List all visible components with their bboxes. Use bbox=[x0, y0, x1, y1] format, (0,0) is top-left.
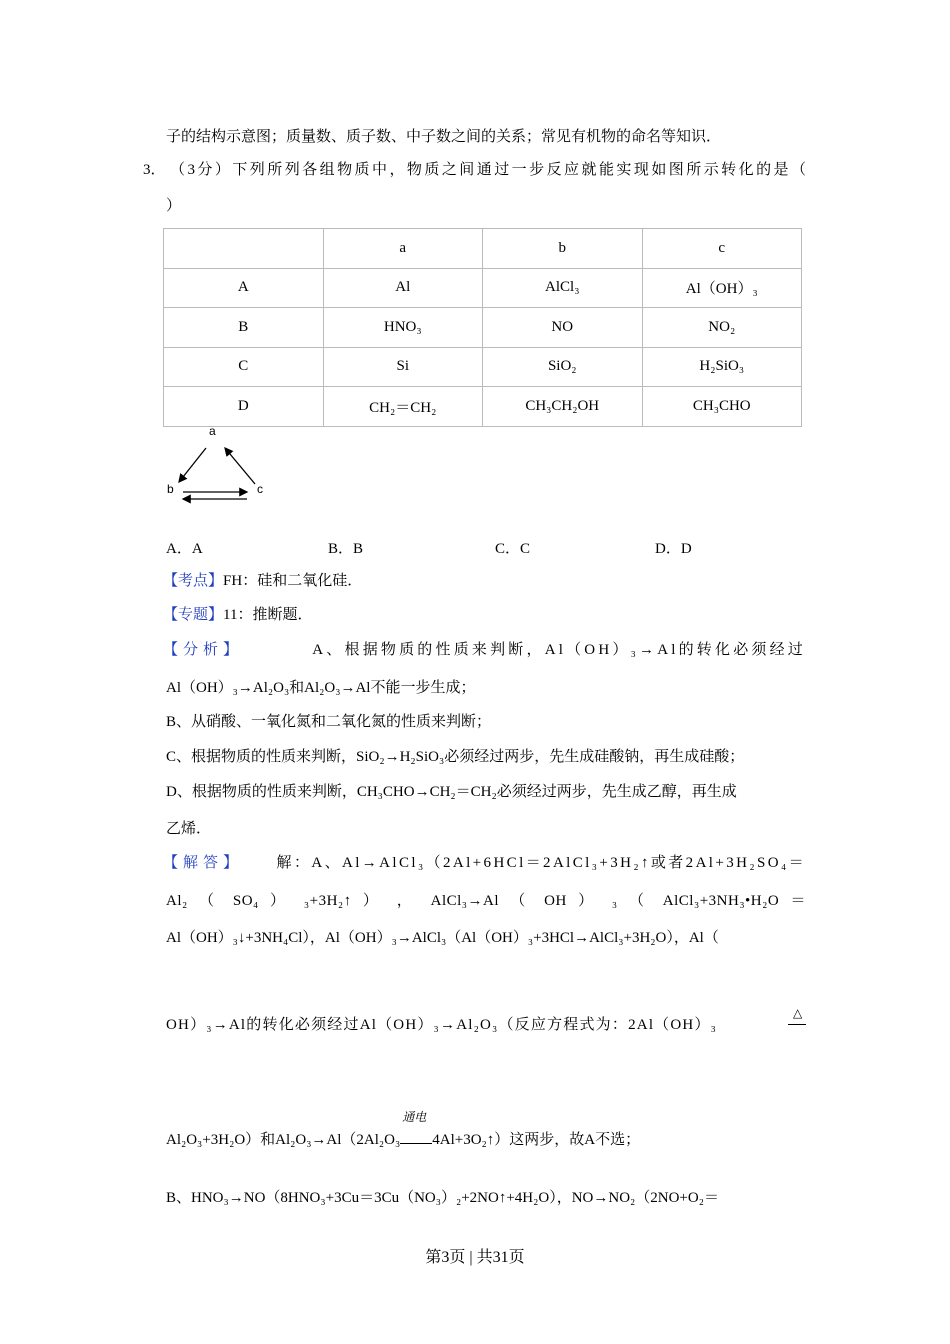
option-c[interactable]: C．C bbox=[495, 541, 531, 557]
equals-line bbox=[788, 1024, 806, 1025]
node-b: b bbox=[167, 482, 174, 496]
table-cell: A bbox=[164, 268, 324, 308]
table-cell: Al（OH）₃ bbox=[642, 268, 802, 308]
table-cell: H₂SiO₃ bbox=[642, 347, 802, 387]
option-a[interactable]: A．A bbox=[166, 541, 203, 557]
node-a: a bbox=[209, 424, 216, 438]
text-line: OH）₃→Al的转化必须经过Al（OH）₃→Al₂O₃（反应方程式为：2Al（OH）₃ bbox=[166, 1017, 718, 1033]
kaodian-text: FH：硅和二氧化硅． bbox=[223, 573, 363, 589]
arrow-c-to-a bbox=[225, 448, 255, 484]
substances-table bbox=[163, 228, 802, 427]
table-row bbox=[164, 387, 802, 427]
option-d[interactable]: D．D bbox=[655, 541, 692, 557]
text-line bbox=[166, 1110, 641, 1150]
table-row bbox=[164, 268, 802, 308]
table-cell: a bbox=[323, 229, 483, 269]
question-number: 3． bbox=[143, 162, 166, 178]
table-header-row bbox=[164, 229, 802, 269]
fenxi-line bbox=[163, 640, 806, 660]
node-c: c bbox=[257, 482, 263, 496]
conversion-diagram bbox=[163, 422, 268, 507]
text-line: Al（OH）₃↓+3NH₄Cl），Al（OH）₃→AlCl₃（Al（OH）₃+3HCl→AlCl₃+3H₂O），Al（ bbox=[166, 930, 719, 946]
zhuanti-tag: 【专题】 bbox=[163, 607, 224, 623]
table-row bbox=[164, 308, 802, 348]
option-b[interactable]: B．B bbox=[328, 541, 364, 557]
jieda-line bbox=[163, 853, 806, 873]
jieda-text: 解：A、Al→AlCl₃（2Al+6HCl＝2AlCl₃+3H₂↑或者2Al+3H₂SO₄＝ bbox=[276, 855, 806, 871]
kaodian-line bbox=[163, 571, 362, 591]
jieda-tag: 【解答】 bbox=[163, 855, 244, 871]
text-line: Al₂ （ SO₄ ） ₃+3H₂↑ ） ， AlCl₃→Al （ OH ） ₃ （ AlCl₃+3NH₃•H₂O ＝ bbox=[166, 893, 806, 909]
text-segment: Al₂O₃+3H₂O）和Al₂O₃→Al（2Al₂O₃ bbox=[166, 1132, 401, 1148]
table-cell: CH₃CHO bbox=[642, 387, 802, 427]
text-line: 子的结构示意图；质量数、质子数、中子数之间的关系；常见有机物的命名等知识． bbox=[166, 129, 722, 145]
table-cell: AlCl₃ bbox=[483, 268, 643, 308]
heat-symbol: △ bbox=[793, 1006, 803, 1020]
table-cell: Si bbox=[323, 347, 483, 387]
page-footer: 第3页 | 共31页 bbox=[425, 1249, 525, 1266]
table-cell: D bbox=[164, 387, 324, 427]
text-line: C、根据物质的性质来判断，SiO₂→H₂SiO₃必须经过两步，先生成硅酸钠，再生成硅酸； bbox=[166, 749, 745, 765]
table-cell: B bbox=[164, 308, 324, 348]
table-cell: NO bbox=[483, 308, 643, 348]
table-cell: b bbox=[483, 229, 643, 269]
table-cell: CH₃CH₂OH bbox=[483, 387, 643, 427]
table-cell bbox=[164, 229, 324, 269]
table-row bbox=[164, 347, 802, 387]
electrolysis-label: 通电 bbox=[402, 1110, 427, 1124]
table-cell: C bbox=[164, 347, 324, 387]
kaodian-tag: 【考点】 bbox=[163, 573, 224, 589]
fenxi-tag: 【分析】 bbox=[163, 642, 244, 658]
text-line: B、从硝酸、一氧化氮和二氧化氮的性质来判断； bbox=[166, 714, 492, 730]
table-cell: NO₂ bbox=[642, 308, 802, 348]
question-close: ） bbox=[166, 198, 182, 214]
zhuanti-text: 11：推断题． bbox=[223, 607, 313, 623]
zhuanti-line bbox=[163, 605, 312, 625]
text-line: 乙烯． bbox=[166, 821, 212, 837]
text-line: B、HNO₃→NO（8HNO₃+3Cu＝3Cu（NO₃）₂+2NO↑+4H₂O），NO→NO₂（2NO+O₂＝ bbox=[166, 1190, 719, 1206]
question-text: （3分）下列所列各组物质中，物质之间通过一步反应就能实现如图所示转化的是（ bbox=[170, 162, 806, 178]
arrow-a-to-b bbox=[179, 448, 206, 482]
table-cell: SiO₂ bbox=[483, 347, 643, 387]
text-line: Al（OH）₃→Al₂O₃和Al₂O₃→Al不能一步生成； bbox=[166, 680, 476, 696]
table-cell: c bbox=[642, 229, 802, 269]
table-cell: Al bbox=[323, 268, 483, 308]
table-cell: HNO₃ bbox=[323, 308, 483, 348]
text-line: D、根据物质的性质来判断，CH₃CHO→CH₂＝CH₂必须经过两步，先生成乙醇，再生成 bbox=[166, 784, 737, 800]
text-segment: 4Al+3O₂↑）这两步，故A不选； bbox=[432, 1132, 641, 1148]
fenxi-text: A、根据物质的性质来判断，Al（OH）₃→Al的转化必须经过 bbox=[312, 642, 806, 658]
table-cell: CH₂＝CH₂ bbox=[323, 387, 483, 427]
